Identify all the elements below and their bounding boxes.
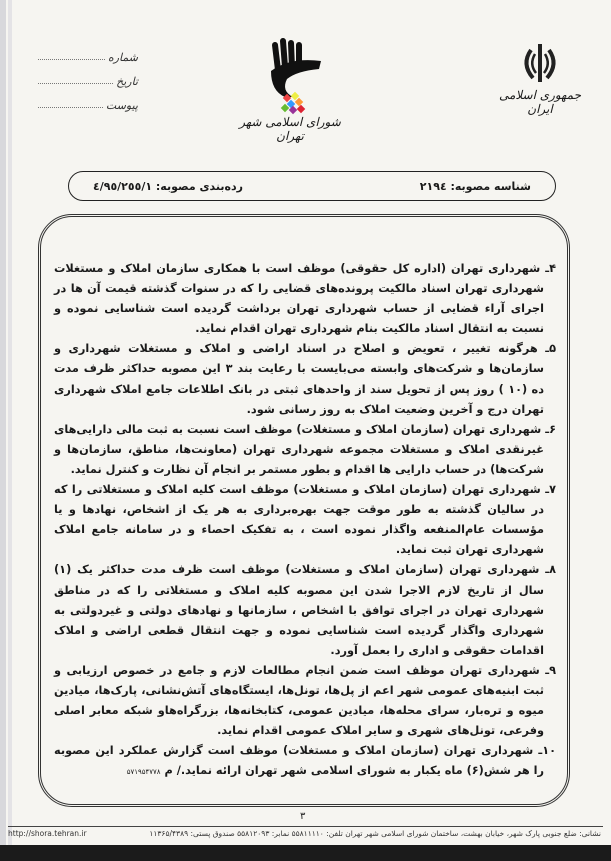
iran-emblem-icon [515, 40, 565, 85]
website-link[interactable]: http://shora.tehran.ir [8, 829, 87, 838]
council-name: شورای اسلامی شهر تهران [239, 115, 341, 143]
resolution-reference-box [68, 171, 556, 201]
clause-8: ۸ـ شهرداری تهران (سازمان املاک و مستغلات) موظف است ظرف مدت حداکثر یک (۱) سال از تاریخ لازم الاجرا شدن این مصوبه کلیه املاک و مستغلاتی را که در مناطق شهرداری تهران در اجرای توافق با اشخاص ، سازمانها و نهادهای دولتی و غیردولتی به شهرداری واگذار گردیده است شناسایی نموده و جهت انتقال قطعی اراضی و املاک اقدامات حقوقی و اداری را بعمل آورد. [54, 563, 556, 657]
clause-10 [54, 741, 556, 782]
field-date [38, 64, 138, 88]
document-reference: ۵۷۱۹۵۴۷۷۸ [126, 768, 161, 777]
country-name: جمهوری اسلامی ایران [498, 88, 582, 116]
clause-7: ۷ـ شهرداری تهران (سازمان املاک و مستغلات) موظف است کلیه املاک و مستغلاتی را که در سالیان گذشته به طور موقت جهت بهره‌برداری به هر یک از اشخاص، نهادها و یا مؤسسات عام‌المنفعه واگذار نموده است ، به تفکیک احصاء و در سامانه جامع املاک شهرداری تهران ثبت نماید. [54, 483, 556, 557]
field-label: پیوست [105, 99, 138, 112]
scan-edge [8, 0, 12, 845]
resolution-body [54, 259, 556, 782]
letter-fields [38, 40, 138, 112]
scan-edge [0, 0, 6, 845]
resolution-id: شناسه مصوبه: ۲۱۹٤ [419, 179, 531, 193]
field-number [38, 40, 138, 64]
field-label: تاریخ [116, 75, 138, 88]
field-label: شماره [107, 51, 138, 64]
footer-divider [8, 826, 603, 827]
clause-5: ۵ـ هرگونه تغییر ، تعویض و اصلاح در اسناد اراضی و املاک و مستغلات شهرداری و سازمان‌ها و شرکت‌های وابسته می‌بایست با رعایت بند ۳ این مصوبه حداکثر ظرف مدت ده (۱۰ ) روز پس از تحویل سند از واحدهای ثبتی در بانک اطلاعات جامع املاک شهرداری تهران درج و آخرین وضعیت املاک به روز رسانی شود. [54, 342, 556, 416]
clause-10-text: ۱۰ـ شهرداری تهران (سازمان املاک و مستغلات) موظف است گزارش عملکرد این مصوبه را هر شش(۶) ماه یکبار به شورای اسلامی شهر تهران ارائه نماید./ م [54, 744, 556, 778]
contact-address: نشانی: ضلع جنوبی پارک شهر، خیابان بهشت، ساختمان شورای اسلامی شهر تهران تلفن: ۵۵۸۱۱۱۱۰ نمابر: ۵۵۸۱۲۰۹۳ صندوق پستی: ۱۱۳۶۵/۴۳۸۹ [149, 829, 601, 838]
scan-bottom-edge [0, 845, 611, 861]
footer [8, 829, 601, 838]
dotted-line [38, 83, 113, 84]
clause-9: ۹ـ شهرداری تهران موظف است ضمن انجام مطالعات لازم و جامع در خصوص ارزیابی و ثبت ابنیه‌های عمومی شهر اعم از پل‌ها، تونل‌ها، ایستگاه‌های آتش‌نشانی، پارک‌ها، میادین میوه و تره‌بار، سرای محله‌ها، میادین عمومی، کتابخانه‌ها، بزرگراه‌هاو شبکه معابر اصلی وفرعی، تونل‌های شهری و سایر املاک عمومی اقدام نماید. [54, 663, 556, 738]
dotted-line [38, 107, 103, 108]
dotted-line [38, 59, 105, 60]
clause-4: ۴ـ شهرداری تهران (اداره کل حقوقی) موظف است با همکاری سازمان املاک و مستغلات شهرداری تهران اسناد مالکیت پرونده‌های قضایی را که در سنوات گذشته قیمت آن ها در اجرای آراء قضایی از حساب شهرداری تهران برداشت گردیده است شناسایی نموده و نسبت به انتقال اسناد مالکیت بنام شهرداری تهران اقدام نماید. [54, 262, 556, 336]
field-attachment [38, 88, 138, 112]
resolution-classification: رده‌بندی مصوبه: ٤/٩٥/٢٥٥/١ [93, 179, 243, 193]
clause-6: ۶ـ شهرداری تهران (سازمان املاک و مستغلات) موظف است نسبت به ثبت مالی دارایی‌های غیرنقدی املاک و مستغلات مجموعه شهرداری تهران (معاونت‌ها، مناطق، سازمان‌ها و شرکت‌ها) در حساب دارایی ها اقدام و بطور مستمر بر انجام آن نظارت و کنترل نماید. [54, 422, 556, 476]
page-number: ۳ [300, 811, 306, 822]
